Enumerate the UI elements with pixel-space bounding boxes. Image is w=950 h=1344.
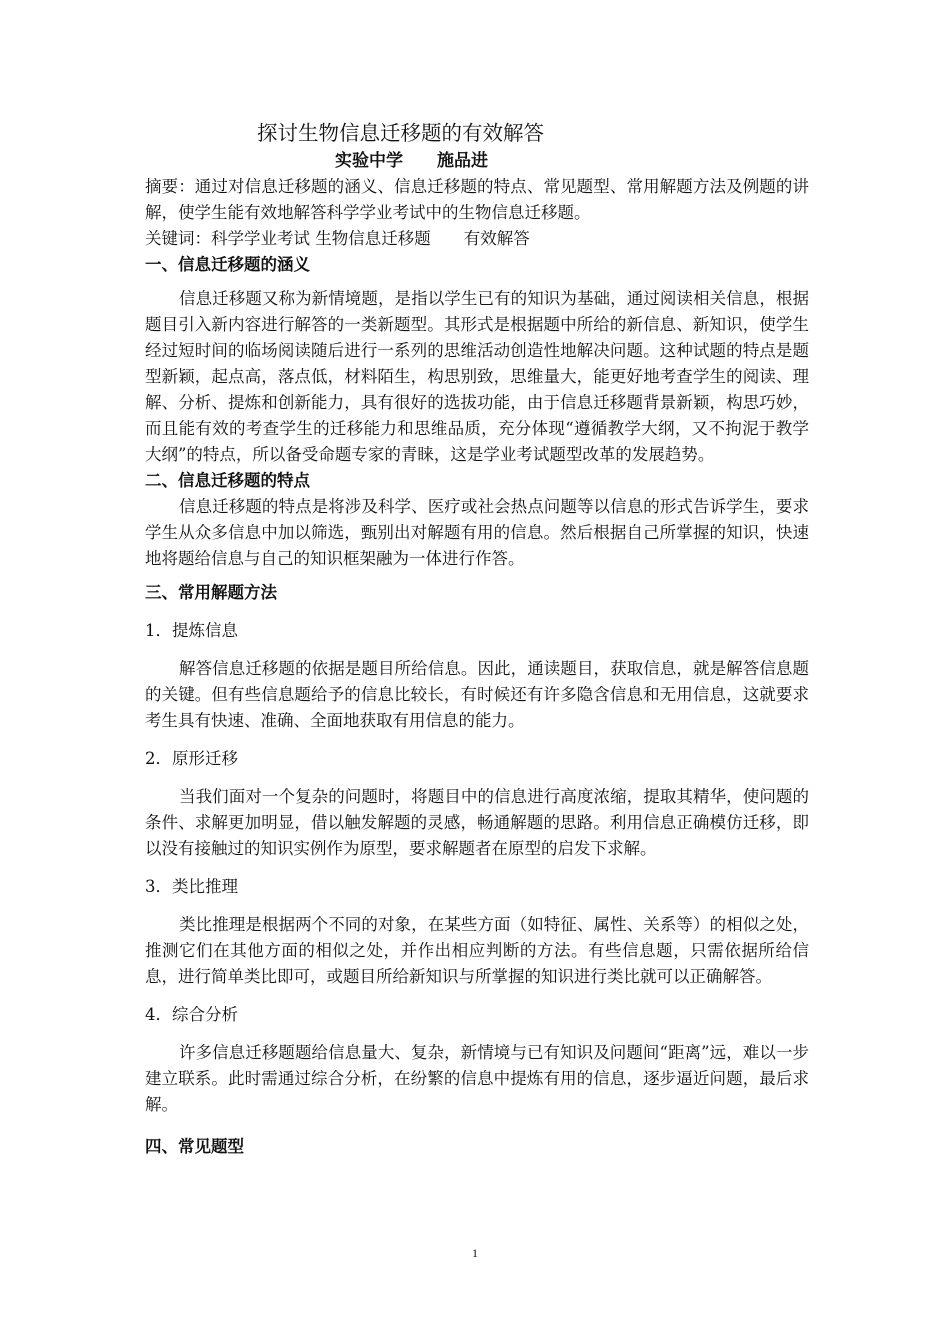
keywords: 关键词：科学学业考试 生物信息迁移题 有效解答 — [145, 229, 530, 248]
method-title-3: 3．类比推理 — [145, 877, 238, 896]
document-title: 探讨生物信息迁移题的有效解答 — [257, 121, 544, 145]
page-number: 1 — [472, 1246, 478, 1260]
section-heading-1: 一、信息迁移题的涵义 — [145, 255, 310, 274]
section-paragraph-2: 信息迁移题的特点是将涉及科学、医疗或社会热点问题等以信息的形式告诉学生，要求学生从众多信息中加以筛选，甄别出对解题有用的信息。然后根据自己所掌握的知识，快速地将题给信息与自己的知识框架融为一体进行作答。 — [145, 497, 809, 568]
author-line: 实验中学 施品进 — [335, 151, 488, 171]
method-text-3: 类比推理是根据两个不同的对象，在某些方面（如特征、属性、关系等）的相似之处，推测它们在其他方面的相似之处，并作出相应判断的方法。有些信息题，只需依据所给信息，进行简单类比即可，或题目所给新知识与所掌握的知识进行类比就可以正确解答。 — [145, 915, 809, 986]
method-title-4: 4．综合分析 — [145, 1005, 238, 1024]
section-heading-2: 二、信息迁移题的特点 — [145, 471, 310, 490]
method-text-2: 当我们面对一个复杂的问题时，将题目中的信息进行高度浓缩，提取其精华，使问题的条件、求解更加明显，借以触发解题的灵感，畅通解题的思路。利用信息正确模仿迁移，即以没有接触过的知识实例作为原型，要求解题者在原型的启发下求解。 — [145, 787, 809, 858]
section-heading-4: 四、常见题型 — [145, 1137, 244, 1156]
section-heading-3: 三、常用解题方法 — [145, 583, 277, 602]
abstract: 摘要：通过对信息迁移题的涵义、信息迁移题的特点、常见题型、常用解题方法及例题的讲解，使学生能有效地解答科学学业考试中的生物信息迁移题。 — [145, 177, 809, 222]
method-title-1: 1．提炼信息 — [145, 621, 238, 640]
method-title-2: 2．原形迁移 — [145, 749, 238, 768]
section-paragraph-1: 信息迁移题又称为新情境题，是指以学生已有的知识为基础，通过阅读相关信息，根据题目引入新内容进行解答的一类新题型。其形式是根据题中所给的新信息、新知识，使学生经过短时间的临场阅读随后进行一系列的思维活动创造性地解决问题。这种试题的特点是题型新颖，起点高，落点低，材料陌生，构思别致，思维量大，能更好地考查学生的阅读、理解、分析、提炼和创新能力，具有很好的选拔功能，由于信息迁移题背景新颖，构思巧妙，而且能有效的考查学生的迁移能力和思维品质，充分体现“遵循教学大纲，又不拘泥于教学大纲”的特点，所以备受命题专家的青睐，这是学业考试题型改革的发展趋势。 — [145, 289, 809, 464]
method-text-1: 解答信息迁移题的依据是题目所给信息。因此，通读题目，获取信息，就是解答信息题的关键。但有些信息题给予的信息比较长，有时候还有许多隐含信息和无用信息，这就要求考生具有快速、准确、全面地获取有用信息的能力。 — [145, 659, 809, 730]
method-text-4: 许多信息迁移题题给信息量大、复杂，新情境与已有知识及问题间“距离”远，难以一步建立联系。此时需通过综合分析，在纷繁的信息中提炼有用的信息，逐步逼近问题，最后求解。 — [145, 1043, 809, 1114]
document-body — [145, 118, 809, 1160]
